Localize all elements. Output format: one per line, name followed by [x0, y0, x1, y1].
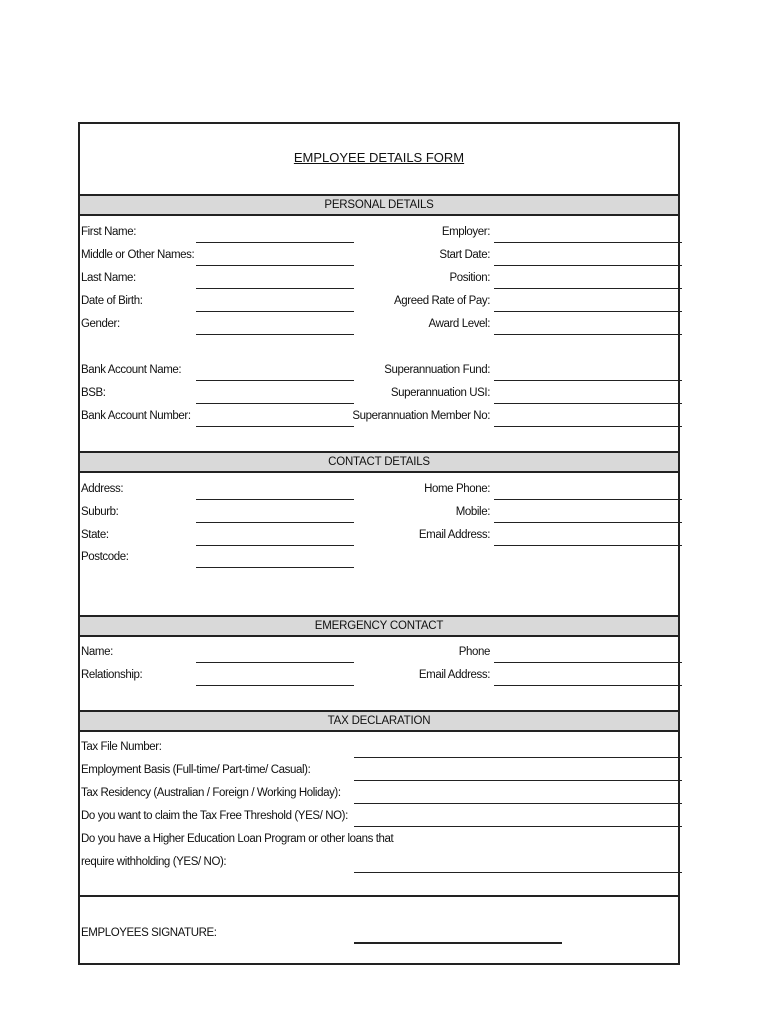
- label-superannuation-usi: Superannuation USI:: [390, 387, 490, 399]
- label-last-name: Last Name:: [81, 272, 136, 284]
- label-bsb: BSB:: [81, 387, 106, 399]
- label-bank-account-name: Bank Account Name:: [81, 364, 182, 376]
- home-phone-field[interactable]: [494, 499, 682, 500]
- start-date-field[interactable]: [494, 265, 682, 266]
- employer-field[interactable]: [494, 242, 682, 243]
- superannuation-member-no-field[interactable]: [494, 426, 682, 427]
- label-employer: Employer:: [441, 226, 490, 238]
- bsb-field[interactable]: [196, 403, 354, 404]
- section-emergency-contact: EMERGENCY CONTACT: [80, 615, 678, 637]
- label-emergency-name: Name:: [81, 646, 113, 658]
- section-personal-details: PERSONAL DETAILS: [80, 194, 678, 216]
- relationship-field[interactable]: [196, 685, 354, 686]
- employment-basis-field[interactable]: [354, 780, 682, 781]
- first-name-field[interactable]: [196, 242, 354, 243]
- label-state: State:: [81, 529, 109, 541]
- label-home-phone: Home Phone:: [424, 483, 490, 495]
- label-middle-names: Middle or Other Names:: [81, 249, 195, 261]
- gender-field[interactable]: [196, 334, 354, 335]
- label-award-level: Award Level:: [428, 318, 490, 330]
- bank-account-number-field[interactable]: [196, 426, 354, 427]
- label-date-of-birth: Date of Birth:: [81, 295, 143, 307]
- label-employment-basis: Employment Basis (Full-time/ Part-time/ Casual):: [81, 764, 311, 776]
- label-position: Position:: [449, 272, 490, 284]
- label-superannuation-fund: Superannuation Fund:: [384, 364, 490, 376]
- signature-divider: [80, 895, 678, 897]
- label-first-name: First Name:: [81, 226, 137, 238]
- label-address: Address:: [81, 483, 124, 495]
- label-mobile: Mobile:: [455, 506, 490, 518]
- emergency-phone-field[interactable]: [494, 662, 682, 663]
- superannuation-usi-field[interactable]: [494, 403, 682, 404]
- label-agreed-rate-of-pay: Agreed Rate of Pay:: [394, 295, 490, 307]
- label-start-date: Start Date:: [439, 249, 490, 261]
- award-level-field[interactable]: [494, 334, 682, 335]
- signature-field[interactable]: [354, 942, 562, 944]
- tax-free-threshold-field[interactable]: [354, 826, 682, 827]
- label-help-loans: Do you have a Higher Education Loan Program or other loans that: [81, 833, 394, 845]
- label-relationship: Relationship:: [81, 669, 143, 681]
- label-emergency-email: Email Address:: [418, 669, 490, 681]
- label-suburb: Suburb:: [81, 506, 119, 518]
- section-contact-details: CONTACT DETAILS: [80, 451, 678, 473]
- label-superannuation-member-no: Superannuation Member No:: [352, 410, 490, 422]
- label-employees-signature: EMPLOYEES SIGNATURE:: [81, 927, 217, 939]
- label-tax-residency: Tax Residency (Australian / Foreign / Working Holiday):: [81, 787, 341, 799]
- tax-file-number-field[interactable]: [354, 757, 682, 758]
- label-tax-free-threshold: Do you want to claim the Tax Free Threshold (YES/ NO):: [81, 810, 348, 822]
- date-of-birth-field[interactable]: [196, 311, 354, 312]
- employee-details-form: [78, 122, 680, 965]
- label-gender: Gender:: [81, 318, 120, 330]
- label-bank-account-number: Bank Account Number:: [81, 410, 191, 422]
- superannuation-fund-field[interactable]: [494, 380, 682, 381]
- address-field[interactable]: [196, 499, 354, 500]
- postcode-field[interactable]: [196, 567, 354, 568]
- mobile-field[interactable]: [494, 522, 682, 523]
- label-postcode: Postcode:: [81, 551, 129, 563]
- section-tax-declaration: TAX DECLARATION: [80, 710, 678, 732]
- help-loans-field[interactable]: [354, 872, 682, 873]
- emergency-email-field[interactable]: [494, 685, 682, 686]
- label-require-withholding: require withholding (YES/ NO):: [81, 856, 227, 868]
- suburb-field[interactable]: [196, 522, 354, 523]
- form-title: EMPLOYEE DETAILS FORM: [293, 150, 465, 165]
- tax-residency-field[interactable]: [354, 803, 682, 804]
- label-tax-file-number: Tax File Number:: [81, 741, 162, 753]
- position-field[interactable]: [494, 288, 682, 289]
- emergency-name-field[interactable]: [196, 662, 354, 663]
- label-email-address: Email Address:: [418, 529, 490, 541]
- state-field[interactable]: [196, 545, 354, 546]
- email-address-field[interactable]: [494, 545, 682, 546]
- last-name-field[interactable]: [196, 288, 354, 289]
- label-emergency-phone: Phone: [458, 646, 490, 658]
- bank-account-name-field[interactable]: [196, 380, 354, 381]
- middle-names-field[interactable]: [196, 265, 354, 266]
- agreed-rate-of-pay-field[interactable]: [494, 311, 682, 312]
